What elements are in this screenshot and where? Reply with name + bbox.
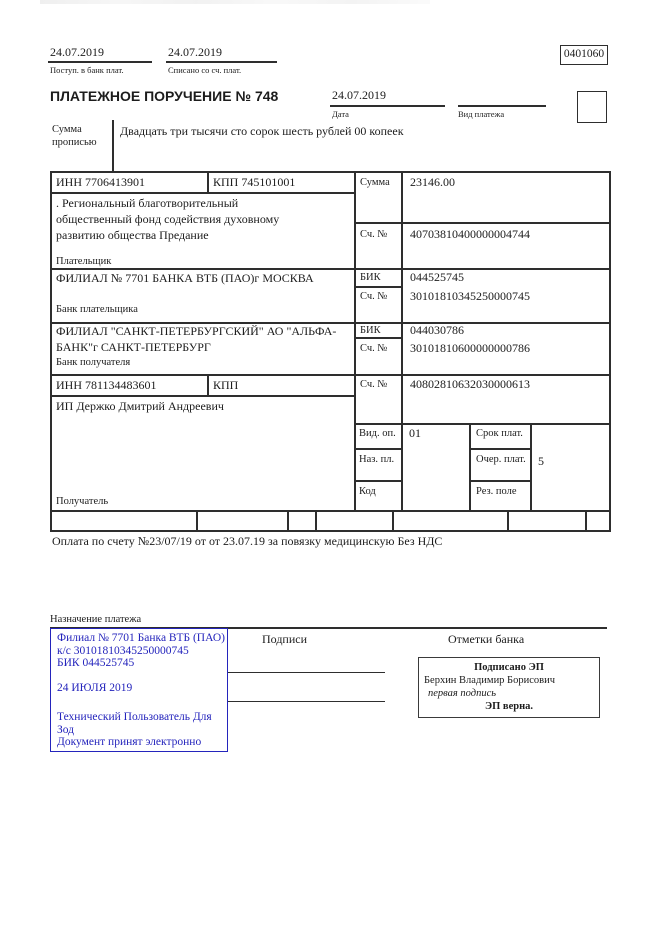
esignature-name: Берхин Владимир Борисович (424, 675, 555, 686)
payer-account-label: Сч. № (360, 229, 388, 240)
payee-account-value: 40802810632030000613 (410, 377, 530, 391)
op-type-label: Вид. оп. (359, 428, 396, 439)
table-line (50, 192, 354, 194)
payee-bank-bik-label: БИК (360, 325, 381, 336)
signature-line (228, 701, 385, 702)
amount-words-label-2: прописью (52, 137, 97, 148)
signature-line (228, 672, 385, 673)
table-line (354, 480, 402, 482)
payer-name-line: развитию общества Предание (56, 228, 209, 242)
table-line (469, 480, 531, 482)
bank-stamp-line: 24 ИЮЛЯ 2019 (57, 681, 133, 694)
received-date: 24.07.2019 (50, 45, 104, 59)
date-underline (330, 105, 445, 107)
table-line (207, 374, 209, 395)
table-line (354, 423, 610, 425)
payer-bank-section-label: Банк плательщика (56, 304, 138, 315)
payee-kpp: КПП (213, 378, 239, 392)
document-date: 24.07.2019 (332, 88, 386, 102)
payer-bank-account-value: 30101810345250000745 (410, 289, 530, 303)
bank-stamp-line: Филиал № 7701 Банка ВТБ (ПАО) (57, 632, 225, 644)
payee-bank-section-label: Банк получателя (56, 357, 131, 368)
payer-bank-name: ФИЛИАЛ № 7701 БАНКА ВТБ (ПАО)г МОСКВА (56, 271, 314, 285)
table-line (354, 448, 402, 450)
bank-stamp-line: Зод (57, 723, 75, 736)
payment-type-label: Вид платежа (458, 109, 505, 119)
table-line (469, 423, 471, 510)
esignature-title: Подписано ЭП (474, 662, 544, 673)
table-line (50, 510, 611, 512)
bank-stamp-box (50, 628, 228, 752)
payee-bank-name-line: ФИЛИАЛ "САНКТ-ПЕТЕРБУРГСКИЙ" АО "АЛЬФА- (56, 324, 337, 338)
amount-words-divider (112, 120, 114, 171)
payer-inn: ИНН 7706413901 (56, 175, 145, 189)
pay-purpose-label: Наз. пл. (359, 454, 395, 465)
empty-field-divider (585, 510, 587, 531)
table-line (530, 423, 532, 510)
bank-stamp-line: к/с 30101810345250000745 (57, 644, 189, 657)
priority-label: Очер. плат. (476, 454, 526, 465)
amount-words-value: Двадцать три тысячи сто сорок шесть рублей 00 копеек (120, 124, 404, 138)
empty-field-divider (315, 510, 317, 531)
debited-date-underline (166, 61, 277, 63)
op-type-value: 01 (409, 426, 421, 440)
esignature-subtitle: первая подпись (428, 688, 497, 699)
payee-bank-account-value: 30101810600000000786 (410, 341, 530, 355)
table-line (469, 448, 531, 450)
payer-bank-account-label: Сч. № (360, 291, 388, 302)
priority-value: 5 (538, 454, 544, 468)
table-line (50, 171, 611, 173)
table-line (50, 395, 354, 397)
table-line (207, 171, 209, 192)
payment-type-underline (458, 105, 546, 107)
empty-field-divider (196, 510, 198, 531)
code-label: Код (359, 486, 376, 497)
empty-field-divider (507, 510, 509, 531)
empty-field-divider (392, 510, 394, 531)
received-date-underline (48, 61, 152, 63)
payer-bank-bik-label: БИК (360, 272, 381, 283)
table-line (354, 286, 402, 288)
bank-stamp-line: БИК 044525745 (57, 657, 135, 669)
payer-name-line: . Региональный благотворительный (56, 196, 239, 210)
table-line (50, 171, 52, 531)
payee-bank-name-line: БАНК"г САНКТ-ПЕТЕРБУРГ (56, 340, 211, 354)
purpose-text: Оплата по счету №23/07/19 от от 23.07.19 за повязку медицинскую Без НДС (52, 534, 443, 548)
payer-name-line: общественный фонд содействия духовному (56, 212, 280, 226)
table-line (354, 337, 402, 339)
payee-section-label: Получатель (56, 496, 109, 507)
esignature-verified: ЭП верна. (484, 701, 533, 712)
reserve-field-label: Рез. поле (476, 486, 517, 497)
payment-type-box (577, 91, 607, 123)
purpose-section-label: Назначение платежа (50, 614, 142, 625)
payer-kpp: КПП 745101001 (213, 175, 296, 189)
scan-artifact (40, 0, 430, 4)
bank-stamp-line: Технический Пользователь Для (57, 711, 212, 723)
payer-section-label: Плательщик (56, 256, 112, 267)
payee-name: ИП Держко Дмитрий Андреевич (56, 399, 224, 413)
table-line (609, 171, 611, 531)
amount-words-label-1: Сумма (52, 124, 82, 135)
date-label: Дата (332, 109, 349, 119)
signatures-label: Подписи (262, 632, 308, 646)
document-title: ПЛАТЕЖНОЕ ПОРУЧЕНИЕ № 748 (50, 88, 279, 104)
debited-date: 24.07.2019 (168, 45, 222, 59)
payee-bank-account-label: Сч. № (360, 343, 388, 354)
received-date-label: Поступ. в банк плат. (50, 65, 124, 75)
bank-stamp-line: Документ принят электронно (57, 736, 202, 748)
sum-label: Сумма (360, 177, 390, 188)
payer-account-value: 40703810400000004744 (410, 227, 530, 241)
payer-bank-bik-value: 044525745 (410, 270, 464, 284)
debited-date-label: Списано со сч. плат. (168, 65, 242, 75)
table-line (50, 530, 611, 532)
due-date-label: Срок плат. (476, 428, 523, 439)
empty-field-divider (287, 510, 289, 531)
sum-value: 23146.00 (410, 175, 455, 189)
form-code-box: 0401060 (560, 45, 608, 65)
payee-bank-bik-value: 044030786 (410, 323, 464, 337)
bank-marks-label: Отметки банка (448, 632, 525, 646)
table-line (354, 222, 610, 224)
esignature-stamp-box (418, 657, 600, 718)
payee-account-label: Сч. № (360, 379, 388, 390)
payee-inn: ИНН 781134483601 (56, 378, 157, 392)
